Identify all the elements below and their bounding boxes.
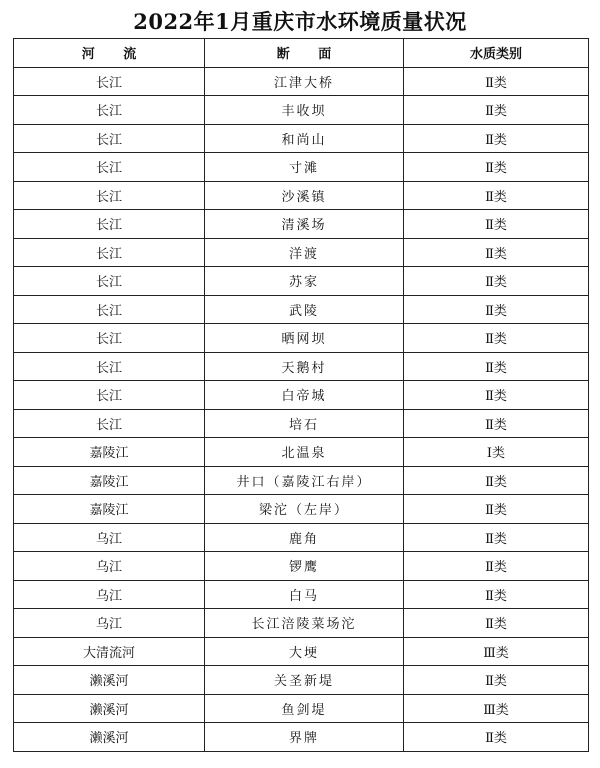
river-cell: 长江 [14,210,205,239]
section-cell: 长江涪陵菜场沱 [205,609,404,638]
river-cell: 长江 [14,267,205,296]
river-cell: 濑溪河 [14,723,205,752]
river-cell: 大清流河 [14,637,205,666]
section-cell: 培石 [205,409,404,438]
river-cell: 长江 [14,352,205,381]
river-cell: 嘉陵江 [14,438,205,467]
table-row [14,580,589,609]
quality-cell: Ⅱ类 [404,324,589,353]
quality-cell: Ⅱ类 [404,210,589,239]
river-cell: 长江 [14,409,205,438]
section-cell: 洋渡 [205,238,404,267]
river-cell: 嘉陵江 [14,466,205,495]
river-cell: 乌江 [14,609,205,638]
river-cell: 长江 [14,381,205,410]
river-cell: 长江 [14,124,205,153]
table-row [14,666,589,695]
section-cell: 锣鹰 [205,552,404,581]
quality-cell: Ⅰ类 [404,438,589,467]
section-cell: 天鹅村 [205,352,404,381]
section-cell: 鱼剑堤 [205,694,404,723]
quality-cell: Ⅱ类 [404,723,589,752]
section-cell: 武陵 [205,295,404,324]
river-cell: 长江 [14,153,205,182]
table-row [14,438,589,467]
quality-cell: Ⅱ类 [404,466,589,495]
quality-cell: Ⅱ类 [404,124,589,153]
table-row [14,67,589,96]
section-cell: 白帝城 [205,381,404,410]
table-header-row [14,39,589,68]
table-row [14,96,589,125]
quality-cell: Ⅱ类 [404,238,589,267]
quality-cell: Ⅱ类 [404,381,589,410]
section-cell: 寸滩 [205,153,404,182]
river-cell: 濑溪河 [14,666,205,695]
table-row [14,609,589,638]
table-row [14,238,589,267]
table-row [14,324,589,353]
quality-cell: Ⅱ类 [404,153,589,182]
section-cell: 北温泉 [205,438,404,467]
quality-cell: Ⅱ类 [404,523,589,552]
section-cell: 井口（嘉陵江右岸） [205,466,404,495]
quality-cell: Ⅲ类 [404,637,589,666]
river-cell: 长江 [14,181,205,210]
table-row [14,124,589,153]
river-cell: 乌江 [14,523,205,552]
section-cell: 鹿角 [205,523,404,552]
section-cell: 梁沱（左岸） [205,495,404,524]
table-row [14,153,589,182]
table-row [14,552,589,581]
table-row [14,637,589,666]
section-cell: 丰收坝 [205,96,404,125]
table-row [14,523,589,552]
quality-cell: Ⅱ类 [404,352,589,381]
quality-cell: Ⅱ类 [404,666,589,695]
table-row [14,295,589,324]
page-title: 2022年1月重庆市水环境质量状况 [133,9,467,34]
water-quality-table [13,38,589,752]
river-cell: 长江 [14,238,205,267]
river-cell: 嘉陵江 [14,495,205,524]
quality-cell: Ⅱ类 [404,295,589,324]
header-quality: 水质类别 [404,39,589,68]
quality-cell: Ⅱ类 [404,580,589,609]
quality-cell: Ⅱ类 [404,67,589,96]
river-cell: 长江 [14,67,205,96]
section-cell: 晒网坝 [205,324,404,353]
section-cell: 沙溪镇 [205,181,404,210]
section-cell: 和尚山 [205,124,404,153]
section-cell: 关圣新堤 [205,666,404,695]
quality-cell: Ⅱ类 [404,96,589,125]
table-row [14,694,589,723]
header-river: 河 流 [14,39,205,68]
river-cell: 长江 [14,96,205,125]
table-row [14,495,589,524]
river-cell: 濑溪河 [14,694,205,723]
river-cell: 长江 [14,324,205,353]
river-cell: 乌江 [14,552,205,581]
quality-cell: Ⅱ类 [404,409,589,438]
table-row [14,409,589,438]
table-row [14,352,589,381]
quality-cell: Ⅱ类 [404,495,589,524]
section-cell: 苏家 [205,267,404,296]
table-row [14,210,589,239]
quality-cell: Ⅱ类 [404,552,589,581]
table-body [14,67,589,751]
quality-cell: Ⅱ类 [404,181,589,210]
quality-cell: Ⅱ类 [404,267,589,296]
section-cell: 大埂 [205,637,404,666]
quality-cell: Ⅲ类 [404,694,589,723]
header-section: 断 面 [205,39,404,68]
section-cell: 白马 [205,580,404,609]
table-row [14,466,589,495]
table-row [14,381,589,410]
quality-cell: Ⅱ类 [404,609,589,638]
table-row [14,267,589,296]
section-cell: 界牌 [205,723,404,752]
table-row [14,181,589,210]
section-cell: 清溪场 [205,210,404,239]
section-cell: 江津大桥 [205,67,404,96]
river-cell: 乌江 [14,580,205,609]
table-row [14,723,589,752]
river-cell: 长江 [14,295,205,324]
